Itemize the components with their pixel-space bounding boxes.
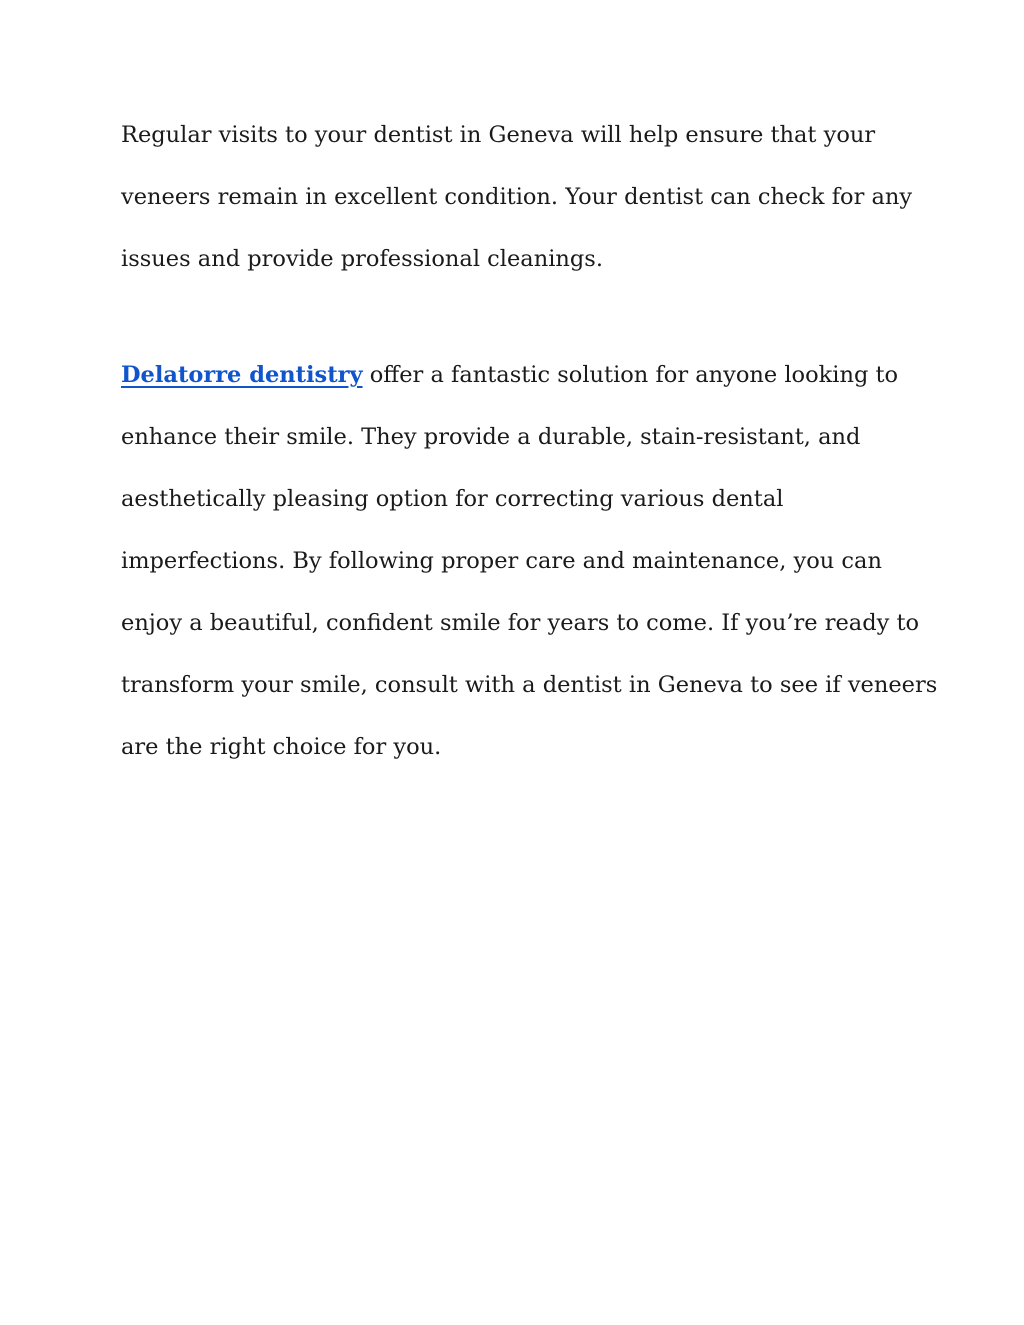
- text-line: Regular visits to your dentist in Geneva will help ensure that your: [121, 122, 876, 148]
- text-line: imperfections. By following proper care and maintenance, you can: [121, 548, 882, 574]
- text-line: are the right choice for you.: [121, 734, 442, 760]
- delatorre-dentistry-link[interactable]: Delatorre dentistry: [121, 362, 363, 388]
- text-line: transform your smile, consult with a dentist in Geneva to see if veneers: [121, 672, 938, 698]
- text-line: issues and provide professional cleanings.: [121, 246, 603, 272]
- text-line: aesthetically pleasing option for correcting various dental: [121, 486, 784, 512]
- text-line: enjoy a beautiful, confident smile for years to come. If you’re ready to: [121, 610, 920, 636]
- text-line-with-link: [121, 360, 898, 390]
- text-line-rest: offer a fantastic solution for anyone looking to: [362, 362, 899, 388]
- text-line: veneers remain in excellent condition. Your dentist can check for any: [121, 184, 913, 210]
- text-line: enhance their smile. They provide a durable, stain-resistant, and: [121, 424, 861, 450]
